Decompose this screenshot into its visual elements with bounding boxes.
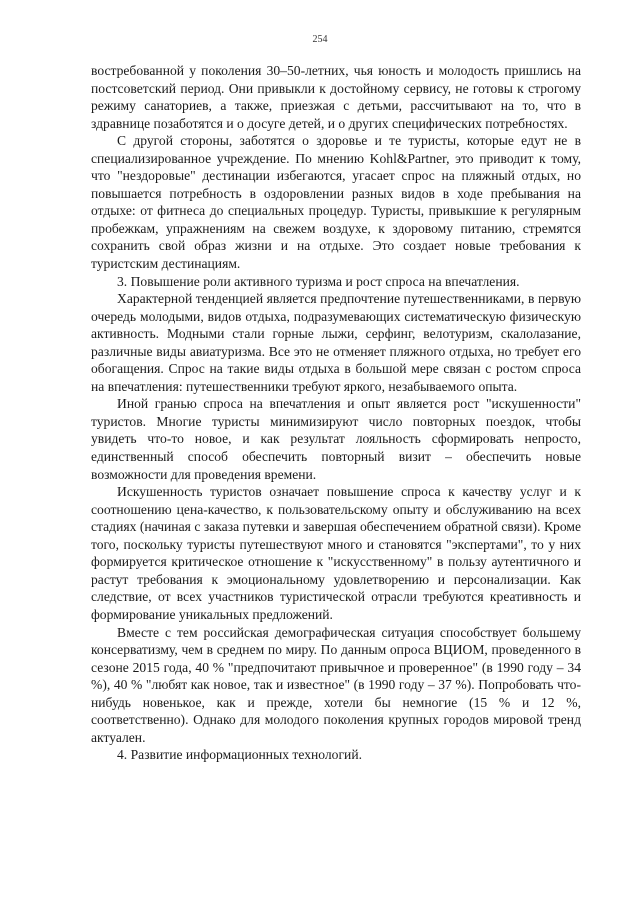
paragraph-3: Характерной тенденцией является предпочтение путешественниками, в первую очередь молодыми, видов отдыха, подразумевающих систематическую физическую активность. Модными стали горные лыжи, серфинг, велотуризм, скалолазание, различные виды авиатуризма. Все это не отменяет пляжного отдыха, но требует его обогащения. Спрос на такие виды отдыха в большой мере связан с ростом спроса на впечатления: путешественники требуют яркого, незабываемого опыта. (91, 291, 581, 394)
paragraph-4: Иной гранью спроса на впечатления и опыт является рост "искушенности" туристов. Многие туристы минимизируют число повторных поездок, чтобы увидеть что-то новое, и как результат лояльность сформировать непросто, единственный способ обеспечить повторный визит – обеспечить новые возможности для проведения времени. (91, 396, 581, 482)
paragraph-5: Искушенность туристов означает повышение спроса к качеству услуг и к соотношению цена-качество, к пользовательскому опыту и обслуживанию на всех стадиях (начиная с заказа путевки и завершая обеспечением обратной связи). Кроме того, поскольку туристы путешествуют много и становятся "экспертами", то у них формируется критическое отношение к "искусственному" в пользу аутентичного и растут требования к эмоциональному удовлетворению и персонализации. Как следствие, от всех участников туристической отрасли требуются креативность и формирование уникальных предложений. (91, 484, 581, 622)
paragraph-6: Вместе с тем российская демографическая ситуация способствует большему консерватизму, чем в среднем по миру. По данным опроса ВЦИОМ, проведенного в сезоне 2015 года, 40 % "предпочитают привычное и проверенное" (в 1990 году – 34 %), 40 % "любят как новое, так и известное" (в 1990 году – 37 %). Попробовать что-нибудь новенькое, как и прежде, хотели бы немногие (15 % и 12 %, соответственно). Однако для молодого поколения крупных городов мировой тренд актуален. (91, 624, 581, 745)
section-heading-4: 4. Развитие информационных технологий. (117, 747, 362, 763)
paragraph-1: востребованной у поколения 30–50-летних, чья юность и молодость пришлись на постсоветский период. Они привыкли к достойному сервису, не готовы к строгому режиму санаториев, а также, приезжая с детьми, рассчитывают на то, что в здравнице позаботятся и о досуге детей, и о других специфических потребностях. (91, 63, 581, 131)
paragraph-2: С другой стороны, заботятся о здоровье и те туристы, которые едут не в специализированное учреждение. По мнению Kohl&Partner, это приводит к тому, что "нездоровые" дестинации избегаются, угасает спрос на пляжный отдых, но повышается потребность в оздоровлении разных видов в ходе пребывания на отдыхе: от фитнеса до специальных процедур. Туристы, привыкшие к регулярным пробежкам, упражнениям на свежем воздухе, к здоровому питанию, стремятся сохранить свой образ жизни и на отдыхе. Это создает новые требования к туристским дестинациям. (91, 133, 581, 272)
section-heading-3: 3. Повышение роли активного туризма и рост спроса на впечатления. (117, 273, 520, 289)
body-text (91, 62, 581, 764)
page-number: 254 (312, 34, 328, 45)
